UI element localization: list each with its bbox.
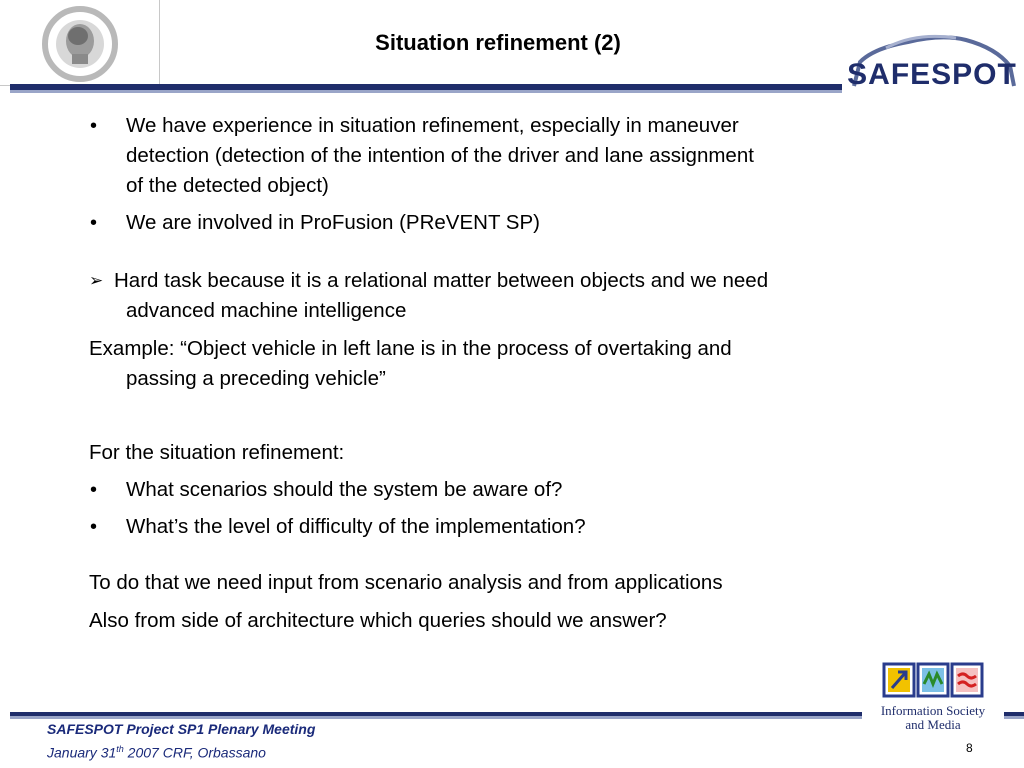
closing-line: To do that we need input from scenario analysis and from applications [89, 571, 723, 594]
safespot-car-outline-icon [846, 26, 1020, 94]
bullet-line: We are involved in ProFusion (PReVENT SP) [126, 211, 540, 234]
arrow-bullet-icon: ➢ [89, 271, 104, 290]
bullet-line: detection (detection of the intention of the driver and lane assignment [126, 144, 754, 167]
bullet-line: What scenarios should the system be aware of? [126, 478, 563, 501]
bullet-line: We have experience in situation refinement, especially in maneuver [126, 114, 739, 137]
bullet-dot: • [90, 212, 98, 234]
closing-line: Also from side of architecture which queries should we answer? [89, 609, 667, 632]
refinement-heading: For the situation refinement: [89, 441, 345, 464]
page-number: 8 [966, 741, 973, 755]
example-line: Example: “Object vehicle in left lane is in the process of overtaking and [89, 337, 732, 360]
information-society-caption [862, 704, 1004, 732]
bullet-line: of the detected object) [126, 174, 329, 197]
example-line: passing a preceding vehicle” [126, 367, 386, 390]
slide-title: Situation refinement (2) [375, 30, 621, 55]
footer-title: SAFESPOT Project SP1 Plenary Meeting [47, 721, 316, 737]
svg-text:SAFESPOT: SAFESPOT [847, 58, 1017, 91]
footer-rule-accent [10, 716, 862, 719]
footer-date-prefix: January 31 [47, 744, 117, 761]
arrow-point-line: Hard task because it is a relational matter between objects and we need [114, 269, 769, 292]
bullet-dot: • [90, 516, 98, 538]
footer-date-sup: th [116, 744, 124, 754]
information-society-tiles-icon [862, 660, 1024, 704]
iccs-emblem-icon [38, 6, 122, 82]
iccs-logo [0, 0, 160, 86]
bullet-dot: • [90, 479, 98, 501]
bullet-line: What’s the level of difficulty of the implementation? [126, 515, 586, 538]
bullet-dot: • [90, 115, 98, 137]
footer-date-suffix: 2007 CRF, Orbassano [123, 744, 266, 761]
safespot-logo [846, 26, 1020, 94]
eu-logo-line1: Information Society [880, 703, 986, 718]
footer-date [47, 740, 266, 762]
title-rule-accent [10, 90, 842, 93]
arrow-point-line: advanced machine intelligence [126, 299, 407, 322]
eu-logo-line2: and Media [905, 717, 961, 732]
